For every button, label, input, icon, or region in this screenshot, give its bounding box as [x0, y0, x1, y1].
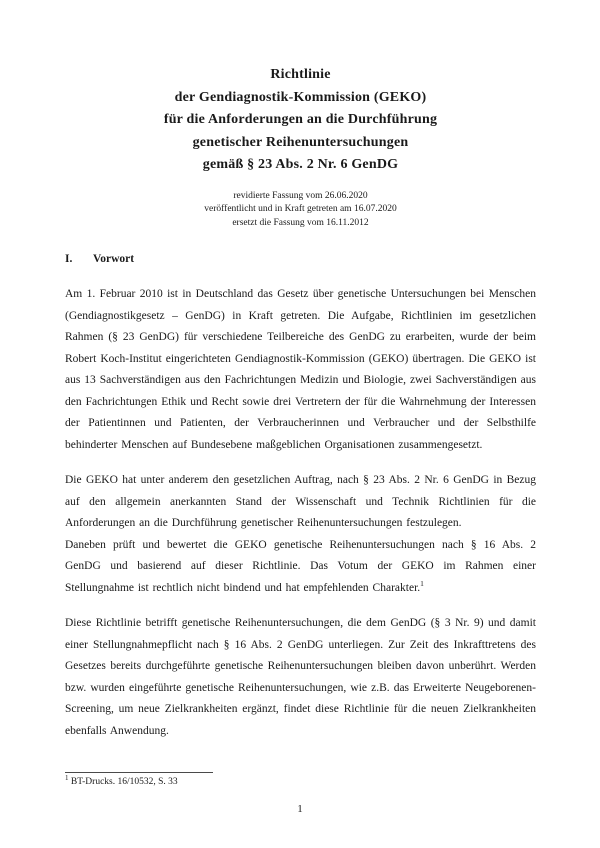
section-heading-vorwort	[65, 249, 536, 270]
revision-line-1: revidierte Fassung vom 26.06.2020	[233, 190, 368, 201]
section-number: I.	[65, 253, 73, 265]
footnote-reference-marker: 1	[420, 578, 424, 588]
footnote-separator-rule	[65, 772, 213, 773]
paragraph-intro-gendg: Am 1. Februar 2010 ist in Deutschland das Gesetz über genetische Untersuchungen bei Menschen (Gendiagnostikgesetz – GenDG) in Kraft getreten. Die Aufgabe, Richtlinien im gesetzlichen Rahmen (§ 23 GenDG) für verschiedene Teilbereiche des GenDG zu erarbeiten, wurde der beim Robert Koch-Institut eingerichteten Gendiagnostik-Kommission (GEKO) übertragen. Die GEKO ist aus 13 Sachverständigen aus den Fachrichtungen Medizin und Biologie, zwei Sachverständigen aus den Fachrichtungen Ethik und Recht sowie drei Vertretern der für die Wahrnehmung der Interessen der Patientinnen und Patienten, der Verbraucherinnen und Verbraucher und der Selbsthilfe behinderter Menschen auf Bundesebene maßgeblichen Organisationen zusammengesetzt.	[65, 288, 536, 451]
paragraph-geko-auftrag-part1: Die GEKO hat unter anderem den gesetzlichen Auftrag, nach § 23 Abs. 2 Nr. 6 GenDG in Bezug auf den allgemein anerkannten Stand der Wissenschaft und Technik Richtlinien für die Anforderungen an die Durchführung genetischer Reihenuntersuchungen festzulegen.	[65, 474, 536, 529]
revision-line-2: veröffentlicht und in Kraft getreten am 16.07.2020	[204, 204, 397, 214]
revision-line-3: ersetzt die Fassung vom 16.11.2012	[232, 217, 369, 228]
paragraph-geko-auftrag	[65, 470, 536, 599]
footnote-area	[65, 772, 536, 789]
title-line-1: Richtlinie	[270, 67, 331, 82]
title-line-2: der Gendiagnostik-Kommission (GEKO)	[174, 89, 427, 105]
footnote-marker: 1	[65, 773, 69, 782]
revision-info	[65, 190, 536, 231]
document-title	[65, 64, 536, 177]
paragraph-anwendungsbereich: Diese Richtlinie betrifft genetische Reihenuntersuchungen, die dem GenDG (§ 3 Nr. 9) und damit einer Stellungnahmepflicht nach § 16 Abs. 2 GenDG unterliegen. Zur Zeit des Inkrafttretens des Gesetzes bereits durchgeführte genetische Reihenuntersuchungen bleiben davon unberührt. Werden bzw. wurden eingeführte genetische Reihenuntersuchungen, wie z.B. das Erweiterte Neugeborenen-Screening, um neue Zielkrankheiten ergänzt, findet diese Richtlinie für die neuen Zielkrankheiten ebenfalls Anwendung.	[65, 617, 536, 737]
title-line-5: gemäß § 23 Abs. 2 Nr. 6 GenDG	[202, 157, 399, 172]
section-label: Vorwort	[93, 253, 135, 265]
title-line-3: für die Anforderungen an die Durchführung	[163, 112, 438, 127]
page-number: 1	[297, 803, 303, 815]
footnote	[65, 773, 536, 789]
title-line-4: genetischer Reihenuntersuchungen	[192, 134, 409, 150]
paragraph-geko-auftrag-part2: Daneben prüft und bewertet die GEKO genetische Reihenuntersuchungen nach § 16 Abs. 2 GenDG und basierend auf dieser Richtlinie. Das Votum der GEKO im Rahmen einer Stellungnahme ist rechtlich nicht bindend und hat empfehlenden Charakter.	[65, 538, 536, 594]
footnote-text: BT-Drucks. 16/10532, S. 33	[70, 777, 178, 787]
